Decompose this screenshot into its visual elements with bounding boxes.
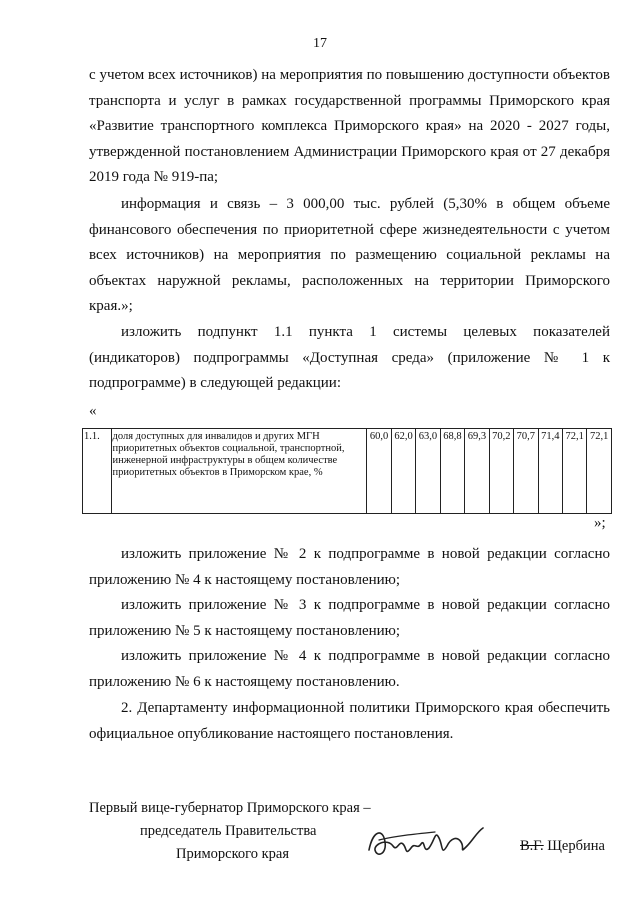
quote-close: »; xyxy=(594,515,606,531)
value-cell: 62,0 xyxy=(391,429,415,514)
value-cell: 60,0 xyxy=(367,429,391,514)
value-cell: 68,8 xyxy=(440,429,464,514)
paragraph-publication: 2. Департаменту информационной политики Приморского края обеспечить официальное опубликование настоящего постановления. xyxy=(89,700,610,742)
row-number: 1.1. xyxy=(83,429,112,514)
row-description: доля доступных для инвалидов и других МГН приоритетных объектов социальной, транспортной, инженерной инфраструктуры в общем количестве приоритетных объектов в Приморском крае, % xyxy=(111,429,367,514)
paragraph-information: информация и связь – 3 000,00 тыс. рублей (5,30% в общем объеме финансового обеспечения по приоритетной сфере жизнедеятельности с учетом всех источников) на мероприятия по размещению социальной рекламы на объектах наружной рекламы, расположенных на территории Приморского края.»; xyxy=(89,196,610,314)
signatory-initials: В.Г. xyxy=(520,838,544,854)
table-row xyxy=(83,429,612,514)
paragraph-appendix-4: изложить приложение № 4 к подпрограмме в новой редакции согласно приложению № 6 к настоящему постановлению. xyxy=(89,648,610,690)
signatory-surname: Щербина xyxy=(547,838,605,854)
signatory-title-line1: Первый вице-губернатор Приморского края – xyxy=(89,800,371,816)
signatory-title-line3: Приморского края xyxy=(176,846,290,862)
handwritten-signature xyxy=(365,820,495,865)
paragraph-indicator-amendment: изложить подпункт 1.1 пункта 1 системы целевых показателей (индикаторов) подпрограммы «Доступная среда» (приложение № 1 к подпрограмме) в следующей редакции: xyxy=(89,324,610,391)
indicator-table xyxy=(82,428,612,514)
value-cell: 72,1 xyxy=(587,429,612,514)
signatory-name xyxy=(520,838,605,855)
value-cell: 70,7 xyxy=(514,429,538,514)
paragraph-appendix-3: изложить приложение № 3 к подпрограмме в новой редакции согласно приложению № 5 к настоящему постановлению; xyxy=(89,597,610,639)
paragraph-transport: с учетом всех источников) на мероприятия по повышению доступности объектов транспорта и услуг в рамках государственной программы Приморского края «Развитие транспортного комплекса Приморского края» на 2020 - 2027 годы, утвержденной постановлением Администрации Приморского края от 27 декабря 2019 года № 919-па; xyxy=(89,67,610,185)
value-cell: 69,3 xyxy=(465,429,489,514)
value-cell: 63,0 xyxy=(416,429,440,514)
page-number: 17 xyxy=(313,36,327,51)
quote-open: « xyxy=(89,403,97,419)
paragraph-appendix-2: изложить приложение № 2 к подпрограмме в новой редакции согласно приложению № 4 к настоящему постановлению; xyxy=(89,546,610,588)
value-cell: 70,2 xyxy=(489,429,513,514)
value-cell: 72,1 xyxy=(562,429,586,514)
value-cell: 71,4 xyxy=(538,429,562,514)
signatory-title-line2: председатель Правительства xyxy=(140,823,317,839)
